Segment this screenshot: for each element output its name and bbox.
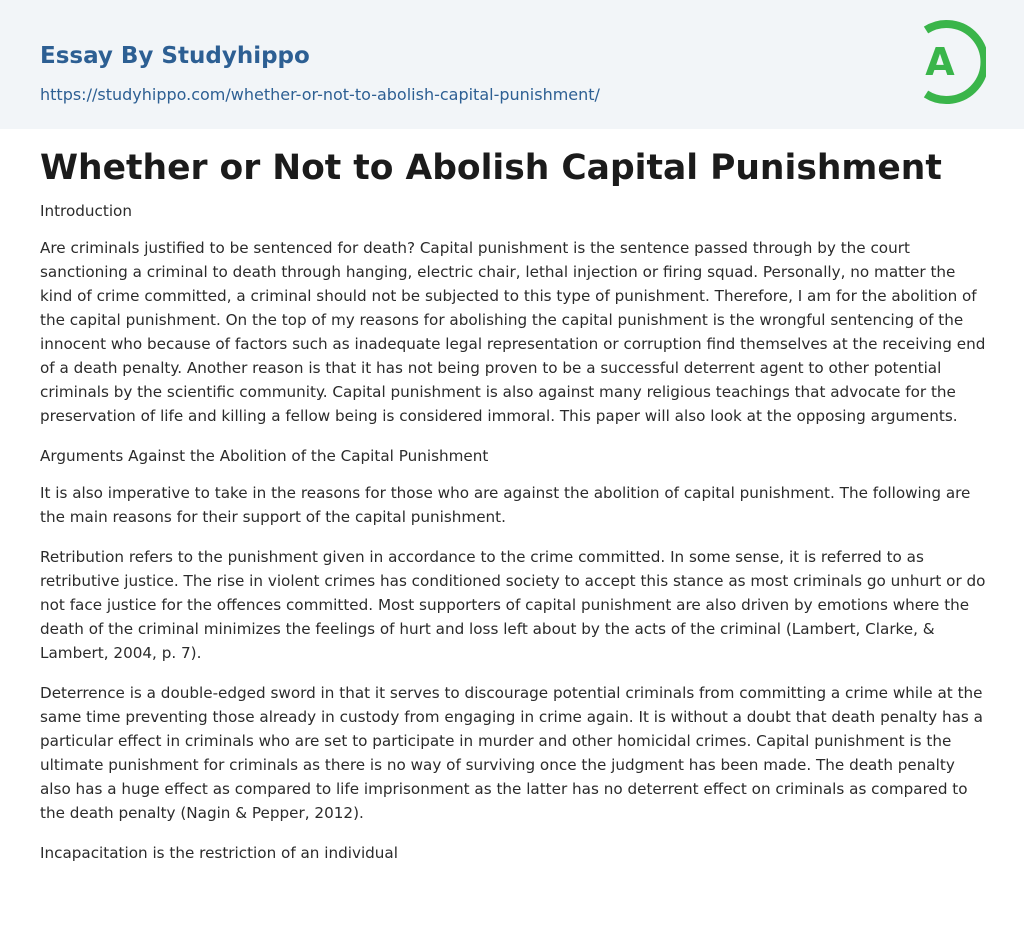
- paragraph: Deterrence is a double-edged sword in that it serves to discourage potential criminals from committing a crime while at the same time preventing those already in custody from engaging in crime again. It is without a doubt that death penalty has a particular effect in criminals who are set to participate in murder and other homicidal crimes. Capital punishment is the ultimate punishment for criminals as there is no way of surviving once the judgment has been made. The death penalty also has a huge effect as compared to life imprisonment as the latter has no deterrent effect on criminals as compared to the death penalty (Nagin & Pepper, 2012).: [40, 684, 983, 822]
- essay-body: [40, 199, 988, 881]
- paragraph: Incapacitation is the restriction of an individual: [40, 844, 398, 862]
- section-heading: Arguments Against the Abolition of the Capital Punishment: [40, 447, 489, 465]
- paragraph: It is also imperative to take in the reasons for those who are against the abolition of capital punishment. The following are the main reasons for their support of the capital punishment.: [40, 484, 971, 526]
- paragraph: Retribution refers to the punishment given in accordance to the crime committed. In some sense, it is referred to as retributive justice. The rise in violent crimes has conditioned society to accept this stance as most criminals go unhurt or do not face justice for the offences committed. Most supporters of capital punishment are also driven by emotions where the death of the criminal minimizes the feelings of hurt and loss left about by the acts of the criminal (Lambert, Clarke, & Lambert, 2004, p. 7).: [40, 548, 986, 662]
- essay-title: Whether or Not to Abolish Capital Punishment: [40, 148, 942, 188]
- page-url-link[interactable]: https://studyhippo.com/whether-or-not-to-abolish-capital-punishment/: [40, 85, 600, 104]
- logo-letter: A: [925, 40, 955, 84]
- brand-title[interactable]: Essay By Studyhippo: [40, 43, 310, 69]
- paragraph: Are criminals justified to be sentenced for death? Capital punishment is the sentence passed through by the court sanctioning a criminal to death through hanging, electric chair, lethal injection or firing squad. Personally, no matter the kind of crime committed, a criminal should not be subjected to this type of punishment. Therefore, I am for the abolition of the capital punishment. On the top of my reasons for abolishing the capital punishment is the wrongful sentencing of the innocent who because of factors such as inadequate legal representation or corruption find themselves at the receiving end of a death penalty. Another reason is that it has not being proven to be a successful deterrent agent to other potential criminals by the scientific community. Capital punishment is also against many religious teachings that advocate for the preservation of life and killing a fellow being is considered immoral. This paper will also look at the opposing arguments.: [40, 239, 986, 425]
- section-heading: Introduction: [40, 202, 132, 220]
